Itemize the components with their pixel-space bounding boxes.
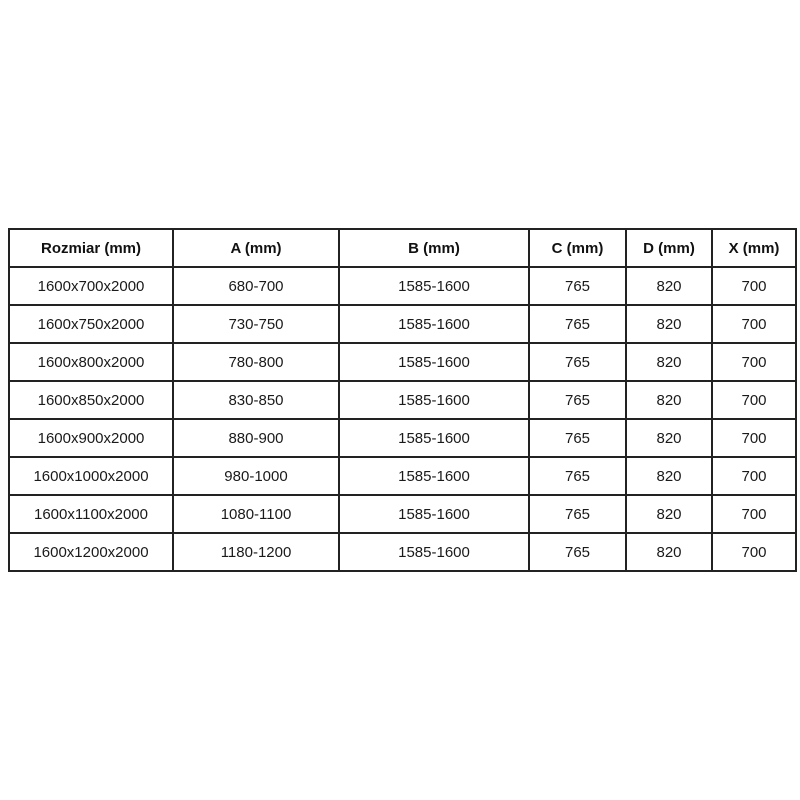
table-cell: 700 [712, 457, 796, 495]
table-cell: 820 [626, 457, 712, 495]
table-cell: 1180-1200 [173, 533, 339, 571]
table-cell: 765 [529, 343, 626, 381]
table-cell: 680-700 [173, 267, 339, 305]
column-header-rozmiar: Rozmiar (mm) [9, 229, 173, 267]
table-cell: 830-850 [173, 381, 339, 419]
table-cell: 1585-1600 [339, 533, 529, 571]
table-cell: 765 [529, 419, 626, 457]
table-cell: 1585-1600 [339, 267, 529, 305]
table-cell: 820 [626, 305, 712, 343]
table-cell: 765 [529, 305, 626, 343]
table-row [9, 267, 796, 305]
table-cell: 1600x700x2000 [9, 267, 173, 305]
table-cell: 1600x850x2000 [9, 381, 173, 419]
table-cell: 765 [529, 495, 626, 533]
table-cell: 780-800 [173, 343, 339, 381]
table-cell: 765 [529, 267, 626, 305]
table-cell: 820 [626, 533, 712, 571]
column-header-c: C (mm) [529, 229, 626, 267]
table-cell: 820 [626, 381, 712, 419]
table-row [9, 533, 796, 571]
column-header-a: A (mm) [173, 229, 339, 267]
column-header-d: D (mm) [626, 229, 712, 267]
table-cell: 1600x750x2000 [9, 305, 173, 343]
table-cell: 765 [529, 381, 626, 419]
table-row [9, 343, 796, 381]
column-header-x: X (mm) [712, 229, 796, 267]
table-row [9, 419, 796, 457]
table-cell: 700 [712, 267, 796, 305]
table-cell: 980-1000 [173, 457, 339, 495]
table-cell: 820 [626, 343, 712, 381]
table-cell: 730-750 [173, 305, 339, 343]
table-cell: 1080-1100 [173, 495, 339, 533]
table-cell: 765 [529, 457, 626, 495]
table-cell: 1585-1600 [339, 343, 529, 381]
table-cell: 700 [712, 419, 796, 457]
table-row [9, 305, 796, 343]
table-cell: 1585-1600 [339, 495, 529, 533]
table-cell: 1600x1100x2000 [9, 495, 173, 533]
table-cell: 1585-1600 [339, 381, 529, 419]
table-body [9, 267, 796, 571]
table-cell: 820 [626, 495, 712, 533]
column-header-b: B (mm) [339, 229, 529, 267]
table-cell: 1585-1600 [339, 305, 529, 343]
table-cell: 1585-1600 [339, 419, 529, 457]
table-cell: 700 [712, 305, 796, 343]
table-cell: 1600x1200x2000 [9, 533, 173, 571]
table-row [9, 381, 796, 419]
size-spec-table [8, 228, 797, 572]
table-cell: 700 [712, 343, 796, 381]
table-cell: 820 [626, 419, 712, 457]
header-row [9, 229, 796, 267]
table-row [9, 457, 796, 495]
table-cell: 765 [529, 533, 626, 571]
table-cell: 1600x1000x2000 [9, 457, 173, 495]
table-row [9, 495, 796, 533]
table-cell: 700 [712, 533, 796, 571]
table-cell: 700 [712, 495, 796, 533]
table-cell: 1585-1600 [339, 457, 529, 495]
table-cell: 1600x900x2000 [9, 419, 173, 457]
table-cell: 880-900 [173, 419, 339, 457]
table-cell: 1600x800x2000 [9, 343, 173, 381]
table-cell: 700 [712, 381, 796, 419]
table-cell: 820 [626, 267, 712, 305]
